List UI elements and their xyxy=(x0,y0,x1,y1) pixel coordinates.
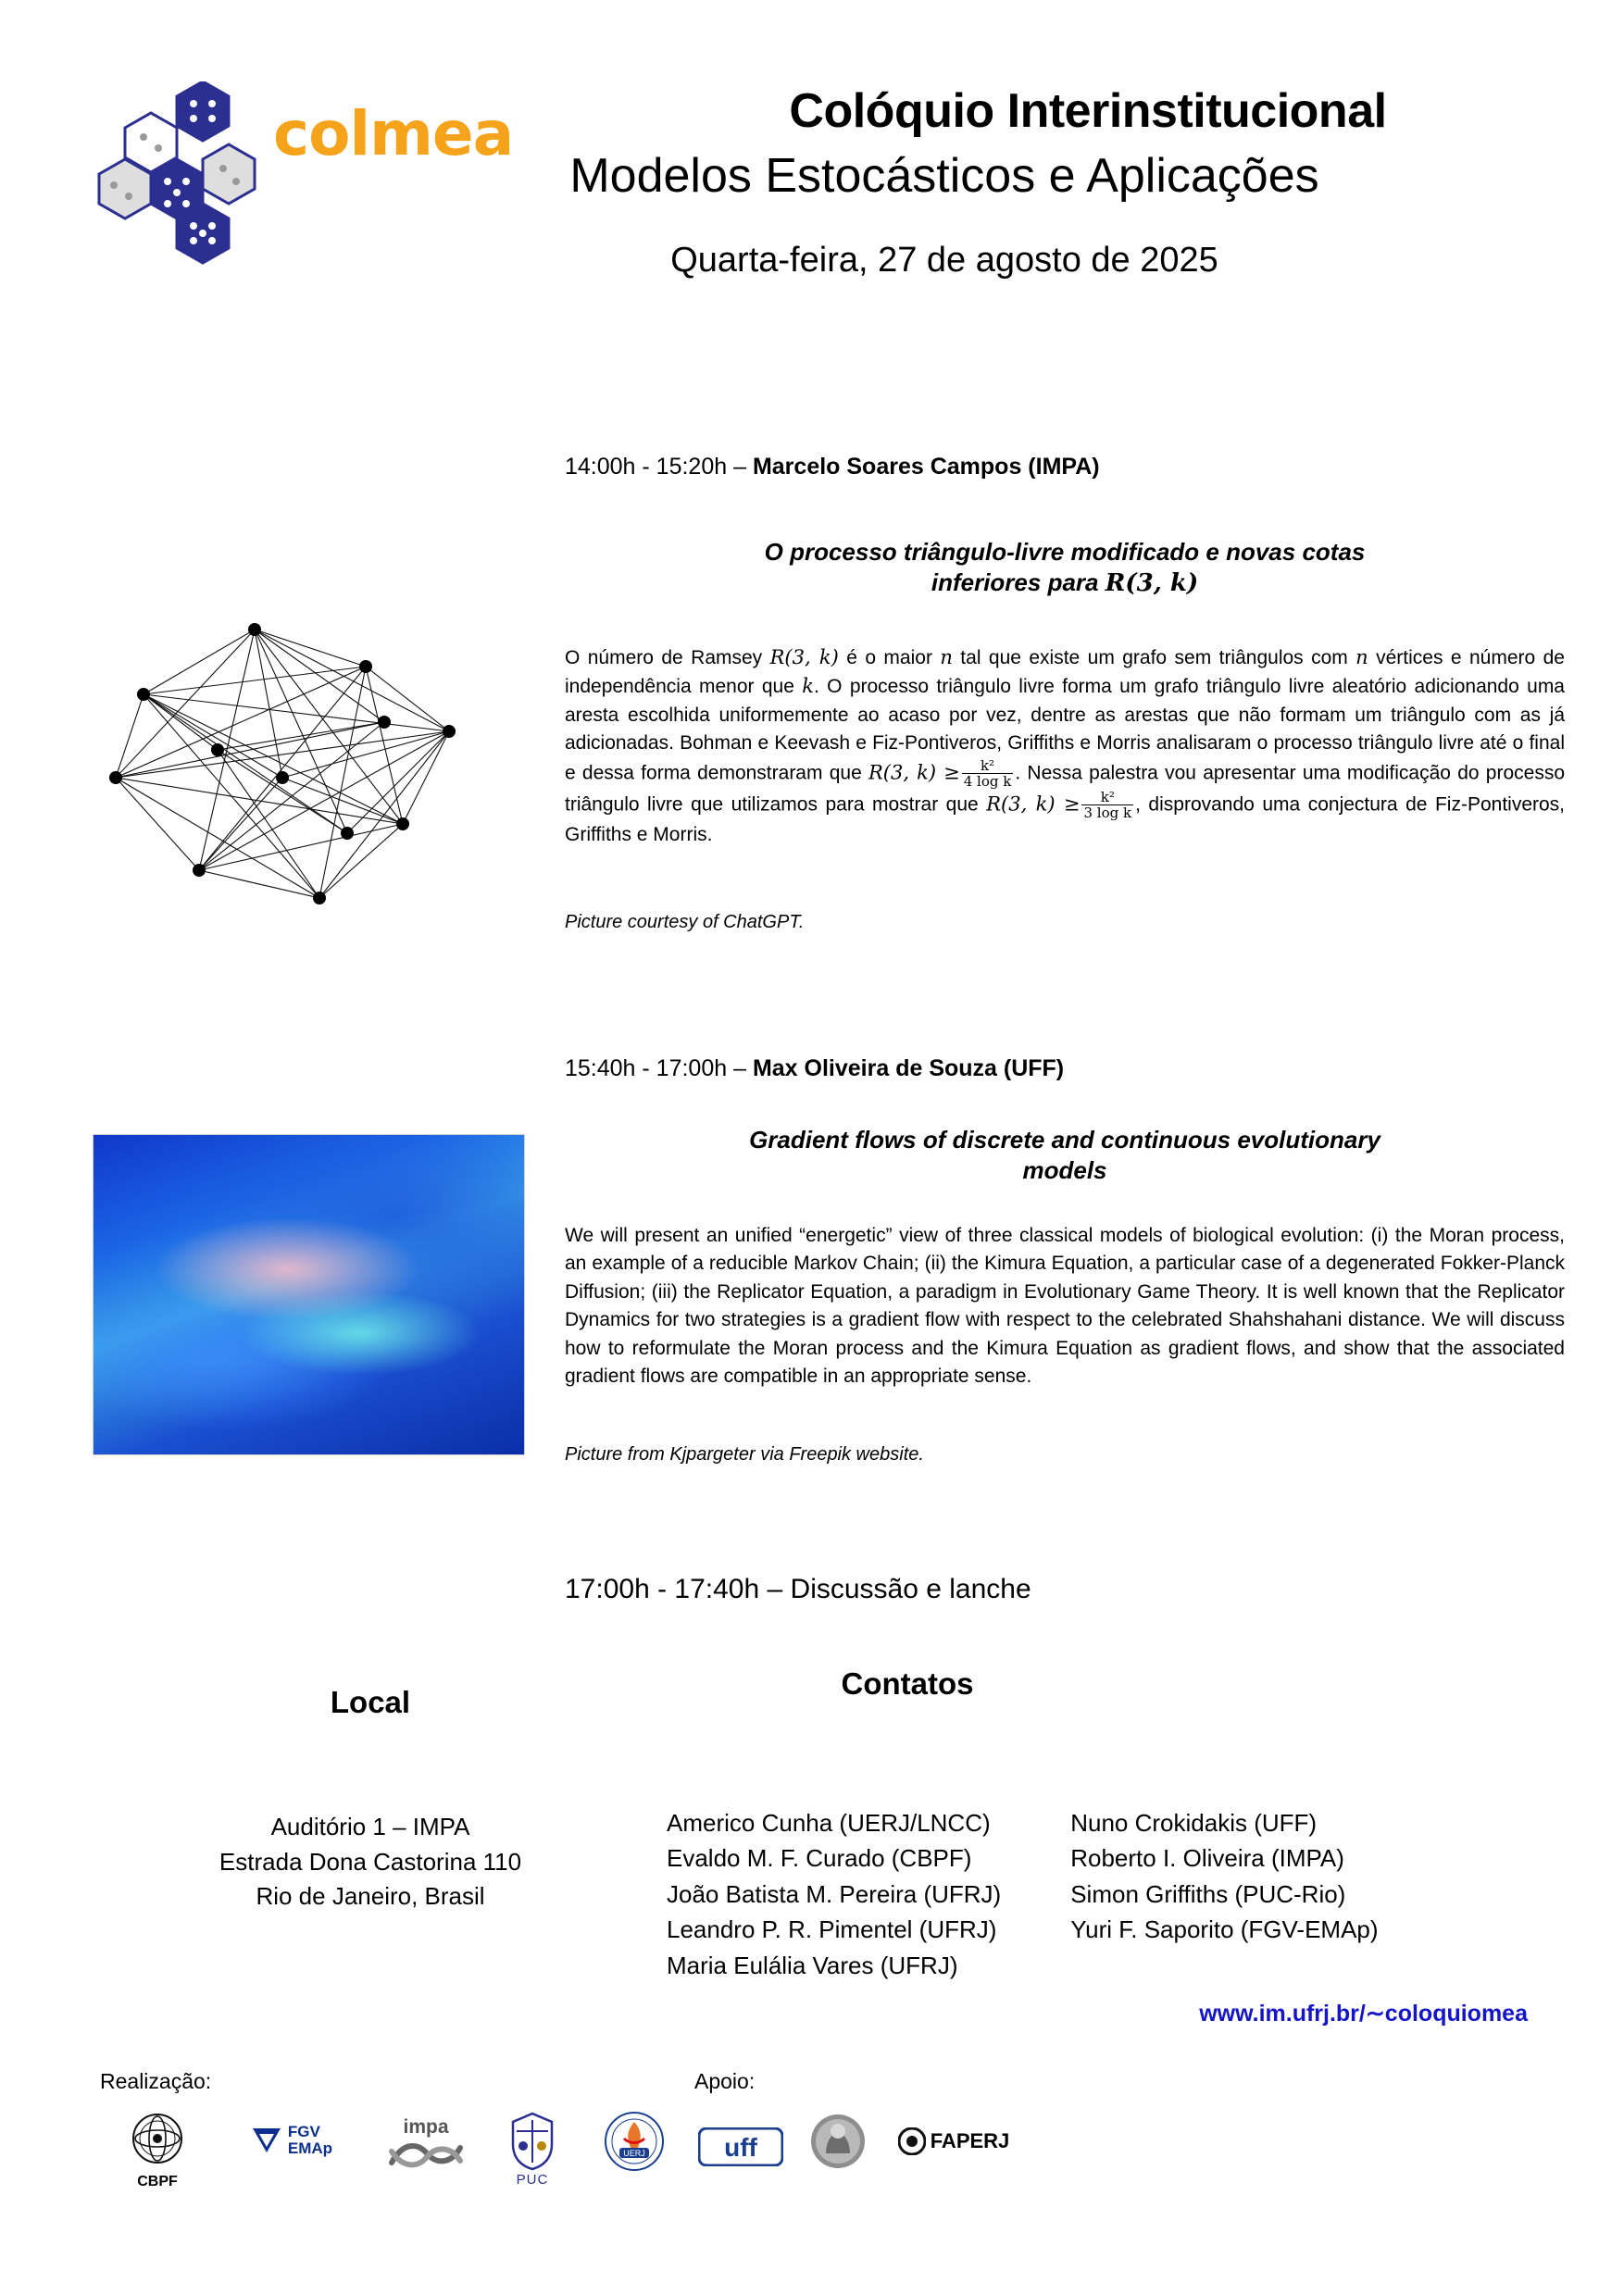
colmea-wordmark: colmea xyxy=(273,98,514,169)
talk-1-header xyxy=(565,454,1565,480)
talk-2-title xyxy=(565,1125,1565,1187)
abstract-1-fraction-2 xyxy=(1081,790,1133,821)
sponsor-logos xyxy=(93,2111,1018,2231)
local-line-3: Rio de Janeiro, Brasil xyxy=(256,1882,485,1911)
event-date: Quarta-feira, 27 de agosto de 2025 xyxy=(670,241,1218,280)
abstract-1-fraction-1 xyxy=(962,758,1014,790)
talk-2-title-line2: models xyxy=(1022,1156,1107,1185)
lncc-logo-icon xyxy=(792,2113,884,2170)
talk-1-title-prefix: inferiores para xyxy=(931,568,1106,597)
uerj-logo-icon xyxy=(583,2111,685,2172)
local-line-2: Estrada Dona Castorina 110 xyxy=(219,1847,522,1876)
abstract-1-m3: n xyxy=(1355,646,1368,668)
list-item: Nuno Crokidakis (UFF) xyxy=(1070,1809,1318,1837)
list-item: João Batista M. Pereira (UFRJ) xyxy=(667,1879,1002,1908)
abstract-1-p1: O número de Ramsey xyxy=(565,647,770,668)
abstract-1-frac1-den: 4 log k xyxy=(963,773,1012,791)
list-item: Evaldo M. F. Curado (CBPF) xyxy=(667,1844,972,1873)
abstract-1-m6: R(3, k) ≥ xyxy=(986,792,1081,816)
talk-1-picture-credit: Picture courtesy of ChatGPT. xyxy=(565,912,805,932)
talk-1-title-line1: O processo triângulo-livre modificado e novas cotas xyxy=(764,538,1366,566)
aurora-gradient-illustration-icon xyxy=(93,1134,525,1455)
abstract-1-p3: tal que existe um grafo sem triângulos com xyxy=(952,647,1356,668)
list-item: Roberto I. Oliveira (IMPA) xyxy=(1070,1844,1344,1873)
talk-2-abstract: We will present an unified “energetic” view of three classical models of biological evolution: (i) the Moran process, an example of a reducible Markov Chain; (ii) the Kimura Equation, a particular case of a degenerated Fokker-Planck Diffusion; (iii) the Replicator Equation, a paradigm in Evolutionary Game Theory. It is well known that the Replicator Dynamics for two strategies is a gradient flow with respect to the celebrated Shahshahani distance. We will discuss how to reformulate the Moran process and the Kimura Equation as gradient flows, and show that the associated gradient flows are compatible in an appropriate sense. xyxy=(565,1225,1565,1388)
abstract-1-m5: R(3, k) ≥ xyxy=(868,761,960,784)
abstract-1-m4: k xyxy=(802,675,814,698)
list-item: Maria Eulália Vares (UFRJ) xyxy=(667,1951,958,1979)
talk-1-title-math: R(3, k) xyxy=(1105,569,1199,598)
abstract-1-p7: , disprovando uma conjectura de Fiz-Pontiveros, Griffiths e Morris. xyxy=(565,793,1565,845)
random-graph-illustration-icon xyxy=(88,592,532,972)
poster-header xyxy=(0,56,1624,361)
talk-1-title xyxy=(565,537,1565,600)
talk-2-header xyxy=(565,1055,1565,1082)
talk-2-time: 15:40h - 17:00h xyxy=(565,1055,728,1081)
website-link[interactable]: www.im.ufrj.br/∼coloquiomea xyxy=(1199,2001,1528,2027)
talk-2-picture-credit: Picture from Kjpargeter via Freepik website. xyxy=(565,1444,924,1465)
list-item: Leandro P. R. Pimentel (UFRJ) xyxy=(667,1915,997,1944)
contatos-title: Contatos xyxy=(841,1666,974,1701)
cbpf-label: CBPF xyxy=(137,2174,178,2189)
abstract-1-p5: . O processo triângulo livre forma um grafo triângulo livre aleatório adicionando uma aresta escolhida uniformemente ao acaso por vez, dentre as arestas que não formam um triângulo com as já adicionadas. Bohman e Keevash e Fiz-Pontiveros, Griffiths e Morris analisaram o processo triângulo livre até o final e dessa forma demonstraram que xyxy=(565,676,1565,784)
talk-1-speaker: Marcelo Soares Campos (IMPA) xyxy=(752,454,1100,480)
faperj-label: FAPERJ xyxy=(930,2129,1010,2152)
fgv-emap-logo-icon: FGV EMAp xyxy=(222,2124,361,2157)
page-title: Colóquio Interinstitucional xyxy=(789,84,1387,138)
cbpf-logo-icon xyxy=(102,2111,213,2190)
talk-2-dash: – xyxy=(727,1055,753,1081)
talk-2-speaker: Max Oliveira de Souza (UFF) xyxy=(752,1055,1065,1081)
abstract-1-frac2-num: k² xyxy=(1081,790,1133,806)
realizacao-label: Realização: xyxy=(100,2069,212,2093)
talk-1-abstract xyxy=(565,643,1565,849)
abstract-1-frac2-den: 3 log k xyxy=(1083,804,1132,822)
local-title: Local xyxy=(330,1685,411,1719)
puc-rio-logo-icon xyxy=(481,2111,583,2188)
abstract-1-m2: n xyxy=(940,646,953,668)
abstract-1-p4: vértices e número de independência menor que xyxy=(565,647,1565,698)
abstract-1-p2: é o maior xyxy=(838,647,941,668)
impa-label: impa xyxy=(403,2116,449,2138)
talk-1-dash: – xyxy=(727,454,753,480)
talk-1-time: 14:00h - 15:20h xyxy=(565,454,728,480)
local-line-1: Auditório 1 – IMPA xyxy=(270,1813,470,1840)
faperj-logo-icon xyxy=(884,2127,1023,2155)
impa-logo-icon xyxy=(370,2116,481,2170)
puc-label: PUC xyxy=(516,2172,549,2188)
talk-1-title-line2 xyxy=(565,568,1565,599)
local-address xyxy=(167,1810,574,1915)
contatos-column-1 xyxy=(667,1805,1001,1983)
abstract-1-frac1-num: k² xyxy=(962,758,1014,775)
list-item: Americo Cunha (UERJ/LNCC) xyxy=(667,1809,991,1837)
svg-text:uff: uff xyxy=(724,2133,757,2162)
list-item: Simon Griffiths (PUC-Rio) xyxy=(1070,1879,1346,1908)
apoio-label: Apoio: xyxy=(694,2069,756,2093)
talk-2-title-line1: Gradient flows of discrete and continuous evolutionary xyxy=(749,1126,1380,1154)
abstract-1-p6: . Nessa palestra vou apresentar uma modificação do processo triângulo livre que utilizamos para mostrar que xyxy=(565,762,1566,816)
uff-logo-icon xyxy=(690,2127,792,2166)
abstract-1-m1: R(3, k) xyxy=(769,646,839,668)
list-item: Yuri F. Saporito (FGV-EMAp) xyxy=(1070,1915,1379,1944)
svg-text:UERJ: UERJ xyxy=(623,2149,645,2158)
page-subtitle: Modelos Estocásticos e Aplicações xyxy=(569,149,1319,203)
discussion-slot: 17:00h - 17:40h – Discussão e lanche xyxy=(565,1574,1031,1604)
contatos-list xyxy=(667,1805,1528,1983)
contatos-column-2 xyxy=(1070,1805,1378,1983)
